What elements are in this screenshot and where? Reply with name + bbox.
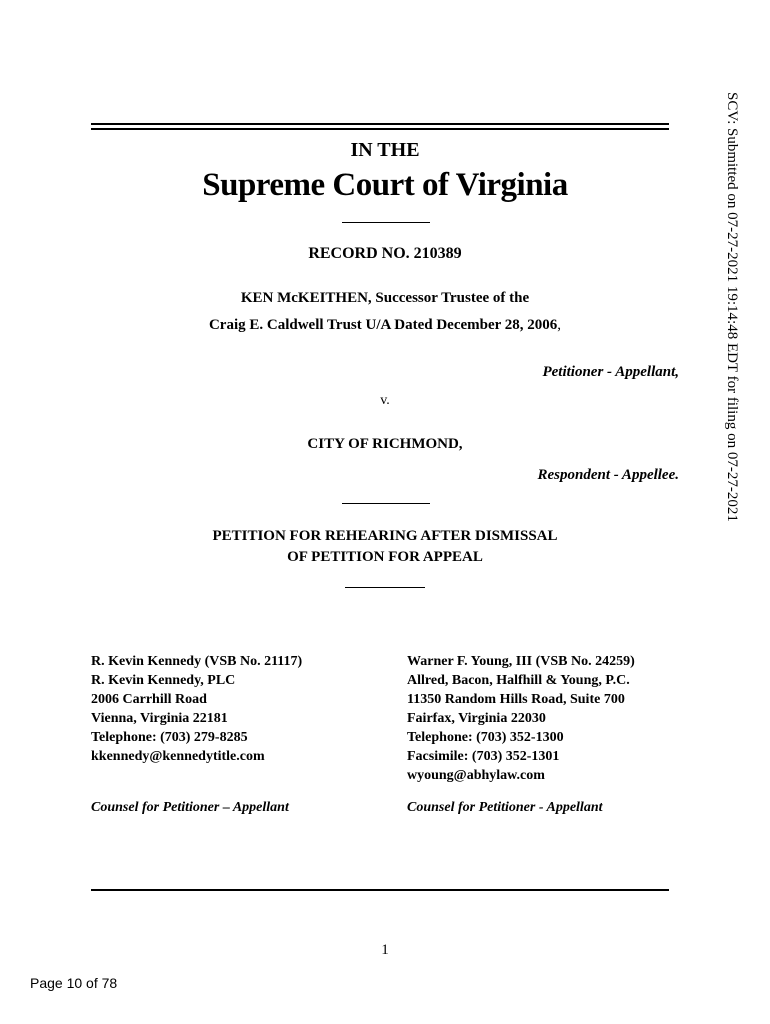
petitioner-name-line2	[0, 317, 770, 334]
top-double-rule	[91, 123, 669, 130]
counsel-left-role: Counsel for Petitioner – Appellant	[91, 800, 289, 815]
petitioner-name-line1: KEN McKEITHEN, Successor Trustee of the	[240, 290, 530, 306]
counsel-right-role: Counsel for Petitioner - Appellant	[407, 800, 603, 815]
counsel-right-line: Warner F. Young, III (VSB No. 24259)	[407, 654, 635, 669]
divider-rule	[342, 503, 430, 504]
page-number: 1	[381, 942, 389, 958]
respondent-role: Respondent - Appellee.	[537, 467, 679, 483]
in-the-heading: IN THE	[350, 139, 420, 161]
counsel-left-line: R. Kevin Kennedy (VSB No. 21117)	[91, 654, 303, 669]
counsel-left-line: R. Kevin Kennedy, PLC	[91, 673, 236, 688]
counsel-right-line: 11350 Random Hills Road, Suite 700	[407, 692, 625, 707]
divider-rule	[342, 222, 430, 223]
record-number: RECORD NO. 210389	[308, 245, 462, 262]
counsel-right-line: Telephone: (703) 352-1300	[407, 730, 564, 745]
petition-title-line1: PETITION FOR REHEARING AFTER DISMISSAL	[212, 528, 558, 544]
respondent-name: CITY OF RICHMOND,	[307, 436, 463, 452]
petitioner-role: Petitioner - Appellant,	[542, 364, 679, 380]
bottom-rule	[91, 889, 669, 891]
divider-rule	[345, 587, 425, 588]
counsel-right-line: wyoung@abhylaw.com	[407, 768, 545, 783]
viewer-page-indicator: Page 10 of 78	[30, 975, 118, 991]
petition-title-line2: OF PETITION FOR APPEAL	[287, 549, 483, 565]
petitioner-trust-comma: ,	[557, 317, 562, 333]
counsel-right-line: Allred, Bacon, Halfhill & Young, P.C.	[407, 673, 630, 688]
counsel-right-block	[407, 652, 635, 785]
counsel-left-block	[91, 652, 302, 766]
counsel-left-line: Vienna, Virginia 22181	[91, 711, 228, 726]
counsel-right-line: Fairfax, Virginia 22030	[407, 711, 546, 726]
counsel-right-line: Facsimile: (703) 352-1301	[407, 749, 560, 764]
counsel-left-line: Telephone: (703) 279-8285	[91, 730, 248, 745]
counsel-left-line: 2006 Carrhill Road	[91, 692, 207, 707]
petitioner-trust-text: Craig E. Caldwell Trust U/A Dated December 28, 2006	[208, 317, 558, 333]
counsel-left-line: kkennedy@kennedytitle.com	[91, 749, 265, 764]
filing-stamp: SCV: Submitted on 07-27-2021 19:14:48 EDT for filing on 07-27-2021	[724, 92, 740, 522]
versus-label: v.	[380, 393, 390, 408]
court-title: Supreme Court of Virginia	[202, 167, 568, 203]
